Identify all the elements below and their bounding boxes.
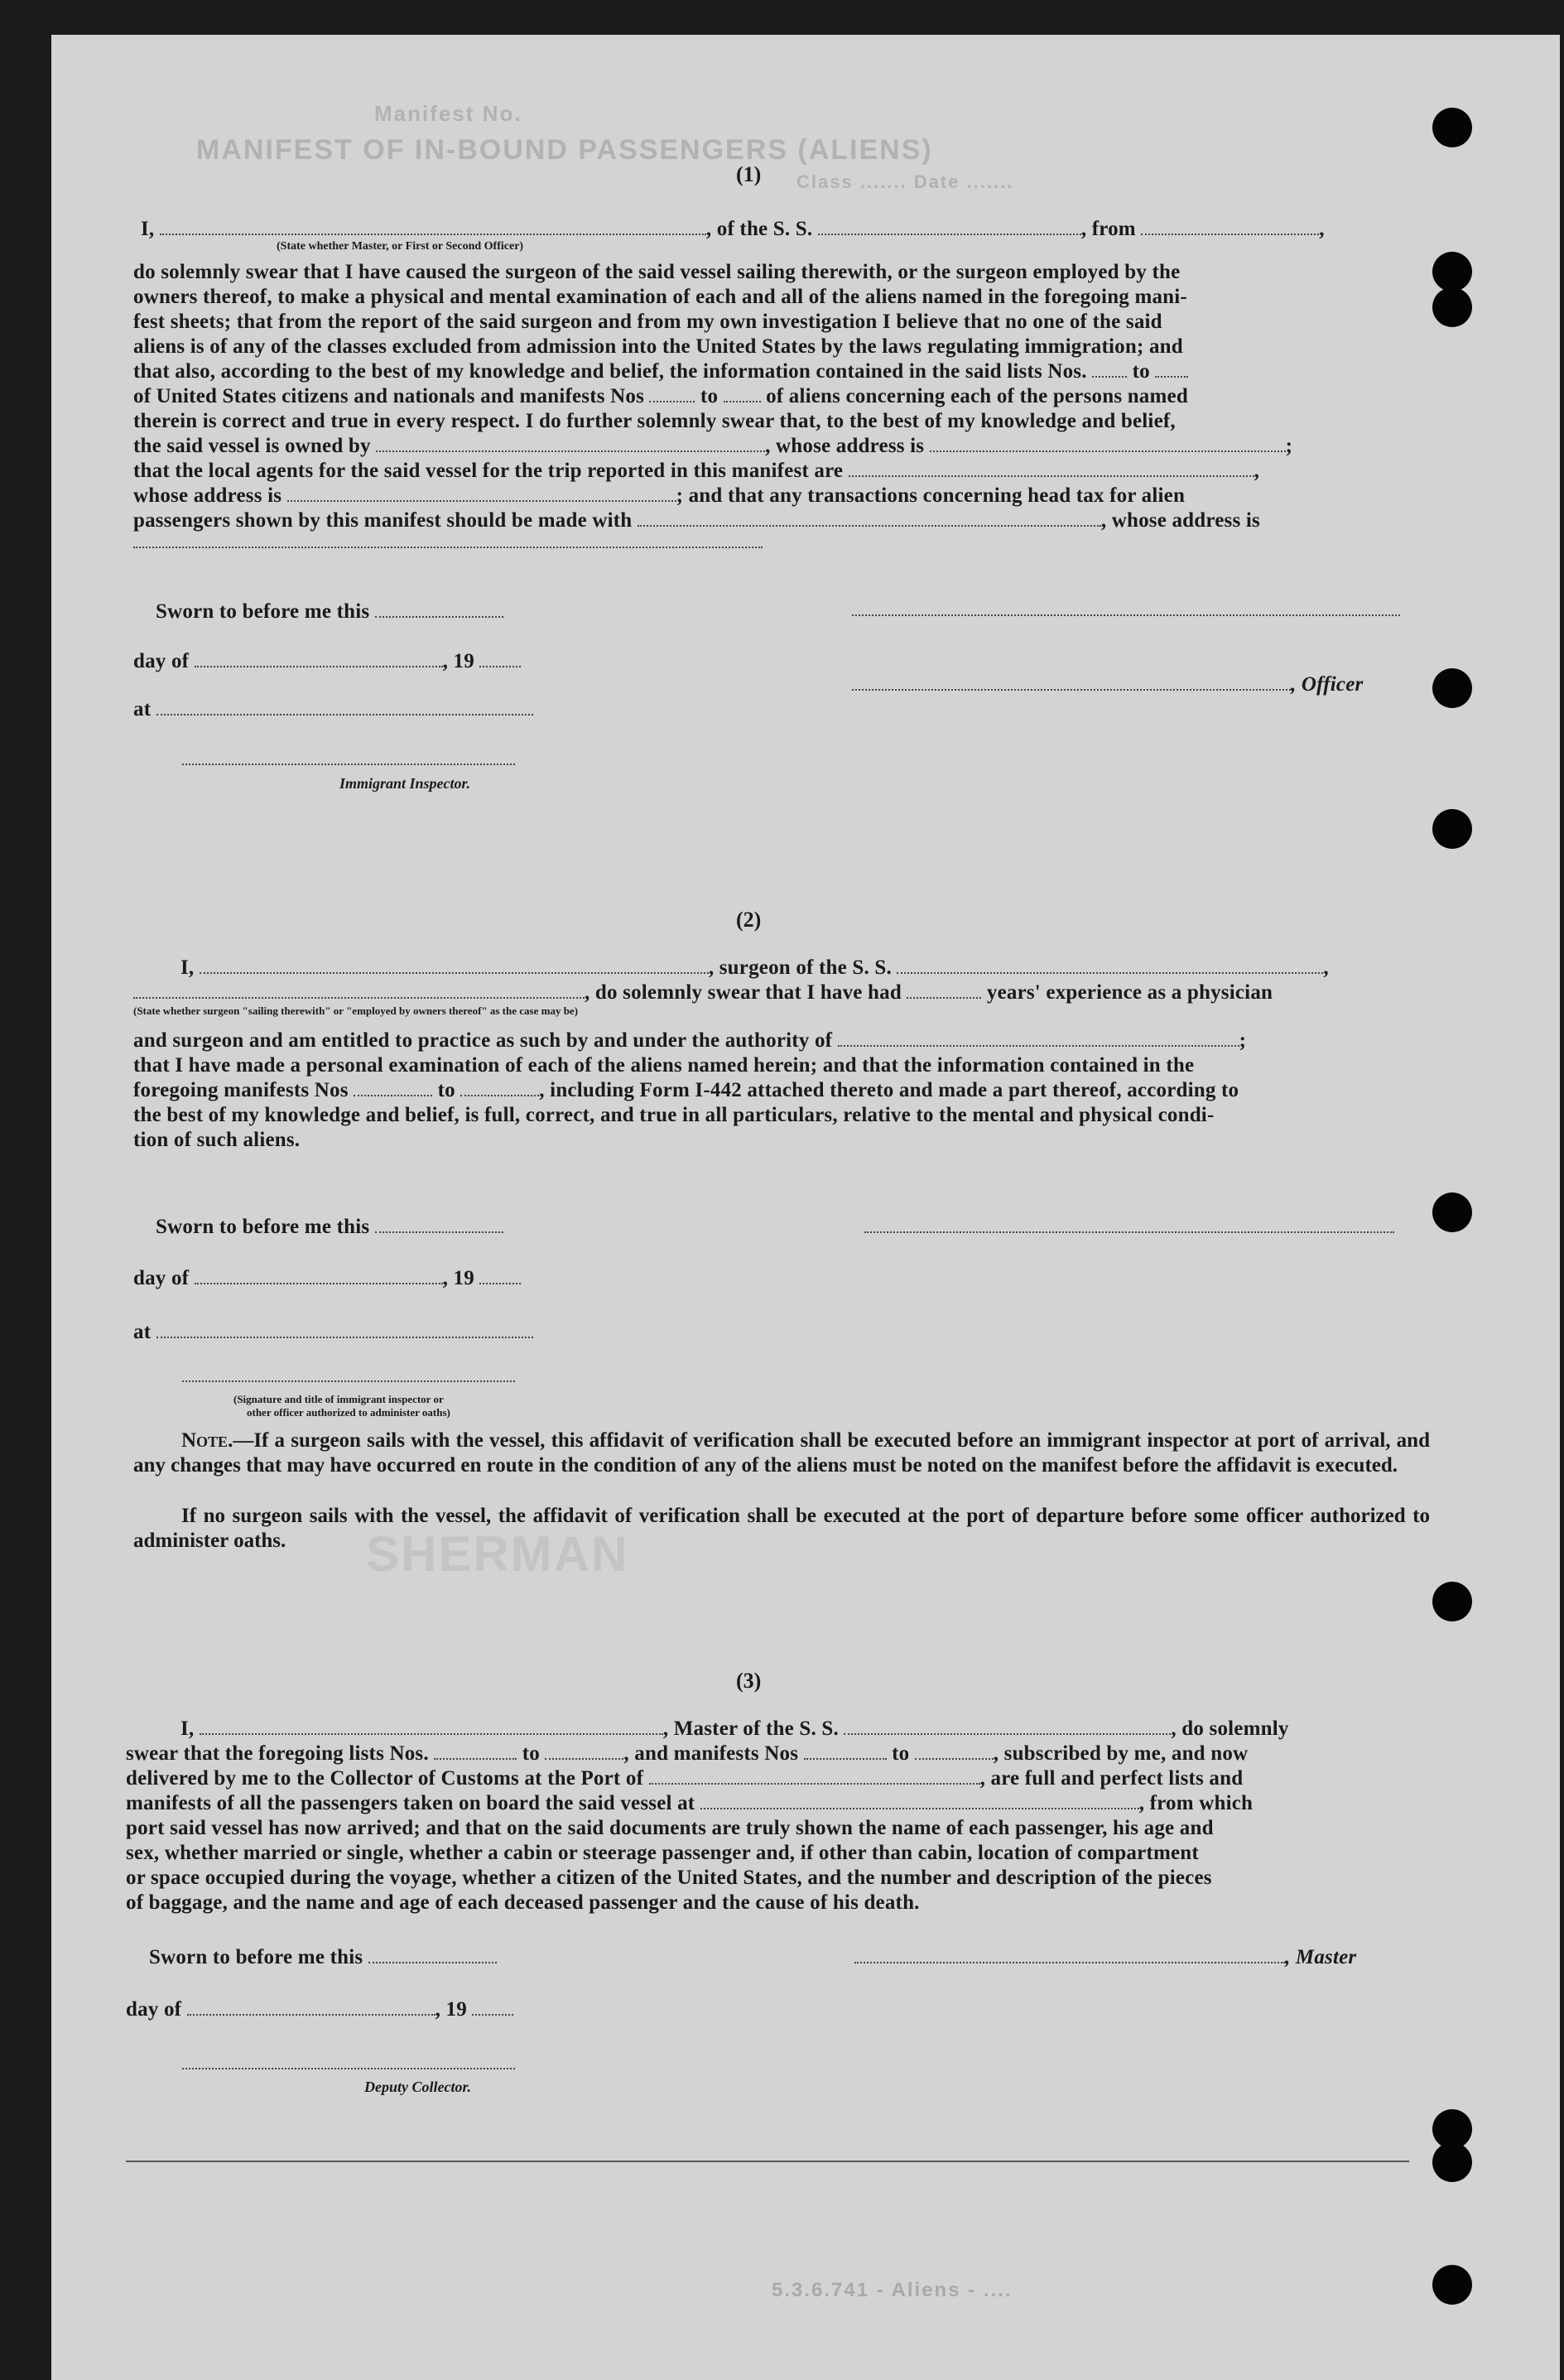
ghost-footer: 5.3.6.741 - Aliens - .... [772, 2279, 1013, 2301]
manifests-nos-to-field[interactable] [460, 1078, 539, 1096]
vessel-name-field[interactable] [818, 217, 1081, 235]
body-line: do solemnly swear that I have caused the surgeon of the said vessel sailing therewith, or the surgeon employed by the [133, 261, 1181, 283]
surgeon-signature-line[interactable] [864, 1231, 1394, 1233]
body-line: tion of such aliens. [133, 1129, 301, 1151]
year-field[interactable] [479, 1266, 521, 1284]
departure-port-field[interactable] [700, 1791, 1139, 1809]
body-line: the said vessel is owned by , whose address is ; [133, 435, 1293, 457]
note-paragraph: Note.—If a surgeon sails with the vessel, this affidavit of verification shall be executed before an immigrant inspector at port of arrival, and any changes that may have occurred en route in the condition of any of the aliens must be noted on the manifest before the affidavit is executed. [133, 1429, 1430, 1477]
manifests-nos-to-field[interactable] [915, 1742, 994, 1760]
lists-nos-to-field[interactable] [545, 1742, 623, 1760]
day-of-field[interactable] [187, 1997, 436, 2016]
at-place-field[interactable] [156, 1320, 533, 1338]
ghost-manifest-title: MANIFEST OF IN-BOUND PASSENGERS (ALIENS) [196, 134, 933, 166]
section-1-first-line: I, , of the S. S. , from , [141, 218, 1325, 240]
body-line: port said vessel has now arrived; and that on the said documents are truly shown the name of each passenger, his age and [126, 1817, 1214, 1839]
punch-hole [1432, 1192, 1472, 1232]
surgeon-vessel-field[interactable] [897, 956, 1323, 974]
body-line: therein is correct and true in every respect. I do further solemnly swear that, to the best of my knowledge and belief, [133, 410, 1176, 432]
body-line: of United States citizens and nationals and manifests Nos to of aliens concerning each of the persons named [133, 385, 1188, 407]
lists-nos-from-field[interactable] [434, 1742, 517, 1760]
port-field[interactable] [649, 1766, 980, 1785]
officer-rank-field[interactable] [160, 217, 706, 235]
section-3-first-line: I, , Master of the S. S. , do solemnly [180, 1718, 1289, 1740]
body-line: manifests of all the passengers taken on board the said vessel at , from which [126, 1792, 1254, 1814]
sworn-label: Sworn to before me this [156, 1215, 503, 1240]
sworn-date-field[interactable] [375, 600, 503, 618]
inspector-signature-line[interactable] [182, 764, 515, 765]
body-line: aliens is of any of the classes excluded from admission into the United States by the laws regulating immigration; and [133, 335, 1183, 358]
manifests-from-field[interactable] [649, 384, 695, 402]
note-paragraph-2: If no surgeon sails with the vessel, the affidavit of verification shall be executed at the port of departure before some officer authorized to administer oaths. [133, 1505, 1430, 1553]
master-vessel-field[interactable] [844, 1717, 1171, 1735]
from-port-field[interactable] [1141, 217, 1319, 235]
at-place-field[interactable] [156, 697, 533, 715]
head-tax-party-field[interactable] [638, 508, 1101, 527]
local-agents-field[interactable] [849, 459, 1254, 477]
authority-field[interactable] [838, 1029, 1239, 1047]
deputy-caption: Deputy Collector. [364, 2079, 471, 2095]
owner-field[interactable] [376, 434, 765, 452]
punch-hole [1432, 2142, 1472, 2182]
body-line: that I have made a personal examination of each of the aliens named herein; and that the information contained in the [133, 1054, 1195, 1077]
deputy-signature-line[interactable] [182, 2068, 515, 2069]
master-name-field[interactable] [200, 1717, 663, 1735]
form-page [51, 35, 1560, 2380]
officer-signature-line[interactable] [852, 614, 1400, 616]
section-3-heading: (3) [736, 1669, 762, 1693]
head-tax-address-field[interactable] [133, 547, 763, 548]
punch-hole [1432, 108, 1472, 147]
agents-address-field[interactable] [287, 484, 676, 502]
manifests-nos-from-field[interactable] [804, 1742, 887, 1760]
section-2-first-line: I, , surgeon of the S. S. , [180, 956, 1329, 979]
body-line: that also, according to the best of my knowledge and belief, the information contained in the said lists Nos. to [133, 359, 1188, 384]
body-line: fest sheets; that from the report of the said surgeon and from my own investigation I believe that no one of the said [133, 311, 1162, 333]
at-label: at [133, 1320, 533, 1345]
manifests-nos-from-field[interactable] [354, 1078, 432, 1096]
officer-rank-caption: (State whether Master, or First or Second Officer) [277, 240, 524, 253]
punch-hole [1432, 668, 1472, 708]
punch-hole [1432, 1582, 1472, 1621]
inspector-caption: Immigrant Inspector. [339, 775, 471, 792]
ghost-class-date: Class ....... Date ....... [796, 171, 1014, 192]
body-line: or space occupied during the voyage, whether a citizen of the United States, and the number and description of the pieces [126, 1867, 1212, 1889]
day-of-field[interactable] [195, 1266, 443, 1284]
of-the-ss-label: , of the S. S. [705, 218, 813, 240]
signature-caption: (Signature and title of immigrant inspector or [233, 1393, 444, 1405]
sworn-label: Sworn to before me this [149, 1945, 497, 1970]
day-of-label: day of , 19 [133, 1266, 521, 1291]
surgeon-type-caption: (State whether surgeon "sailing therewith" or "employed by owners thereof" as the case may be) [133, 1005, 579, 1017]
officer-name-field[interactable] [852, 672, 1291, 691]
sworn-label: Sworn to before me this [156, 600, 503, 624]
bottom-rule [126, 2161, 1409, 2162]
year-field[interactable] [479, 649, 521, 667]
ghost-stamp: SHERMAN [366, 1526, 629, 1582]
manifests-to-field[interactable] [724, 384, 761, 402]
punch-hole [1432, 287, 1472, 327]
owner-address-field[interactable] [930, 434, 1286, 452]
sworn-date-field[interactable] [368, 1945, 497, 1963]
body-line: passengers shown by this manifest should be made with , whose address is [133, 509, 1260, 532]
years-field[interactable] [907, 980, 981, 999]
inspector-signature-line[interactable] [182, 1380, 515, 1382]
master-signature-field[interactable] [854, 1945, 1285, 1963]
body-line: whose address is ; and that any transactions concerning head tax for alien [133, 484, 1186, 507]
punch-hole [1432, 252, 1472, 291]
body-line: and surgeon and am entitled to practice as such by and under the authority of ; [133, 1029, 1247, 1052]
surgeon-type-field[interactable] [133, 980, 585, 999]
body-line: that the local agents for the said vessel for the trip reported in this manifest are , [133, 460, 1260, 482]
day-of-label: day of , 19 [126, 1997, 513, 2022]
section-2-heading: (2) [736, 908, 762, 932]
body-line: owners thereof, to make a physical and mental examination of each and all of the aliens named in the foregoing mani- [133, 286, 1187, 308]
body-line: delivered by me to the Collector of Customs at the Port of , are full and perfect lists and [126, 1767, 1244, 1790]
punch-hole [1432, 2265, 1472, 2305]
punch-hole [1432, 809, 1472, 849]
year-field[interactable] [472, 1997, 513, 2016]
at-label: at [133, 697, 533, 722]
master-title: , Master [854, 1945, 1356, 1970]
lists-from-field[interactable] [1092, 359, 1127, 378]
pronoun-i: I, [141, 218, 155, 240]
officer-title: , Officer [852, 672, 1363, 697]
day-of-label: day of , 19 [133, 649, 521, 674]
day-of-field[interactable] [195, 649, 443, 667]
signature-caption: other officer authorized to administer oaths) [247, 1406, 450, 1419]
lists-to-field[interactable] [1155, 359, 1188, 378]
body-line: foregoing manifests Nos to , including Form I-442 attached thereto and made a part thereof, according to [133, 1079, 1239, 1101]
from-label: , from [1080, 218, 1136, 240]
body-line: sex, whether married or single, whether a cabin or steerage passenger and, if other than cabin, location of compartment [126, 1842, 1199, 1864]
surgeon-name-field[interactable] [200, 956, 709, 974]
body-line: swear that the foregoing lists Nos. to , and manifests Nos to , subscribed by me, and now [126, 1742, 1249, 1765]
section-1-heading: (1) [736, 162, 762, 186]
ghost-manifest-no: Manifest No. [374, 101, 522, 126]
body-line: the best of my knowledge and belief, is full, correct, and true in all particulars, relative to the mental and physical condi- [133, 1104, 1215, 1126]
body-line: of baggage, and the name and age of each deceased passenger and the cause of his death. [126, 1891, 920, 1914]
section-2-second-line: , do solemnly swear that I have had years' experience as a physician [133, 980, 1273, 1005]
sworn-date-field[interactable] [375, 1215, 503, 1233]
